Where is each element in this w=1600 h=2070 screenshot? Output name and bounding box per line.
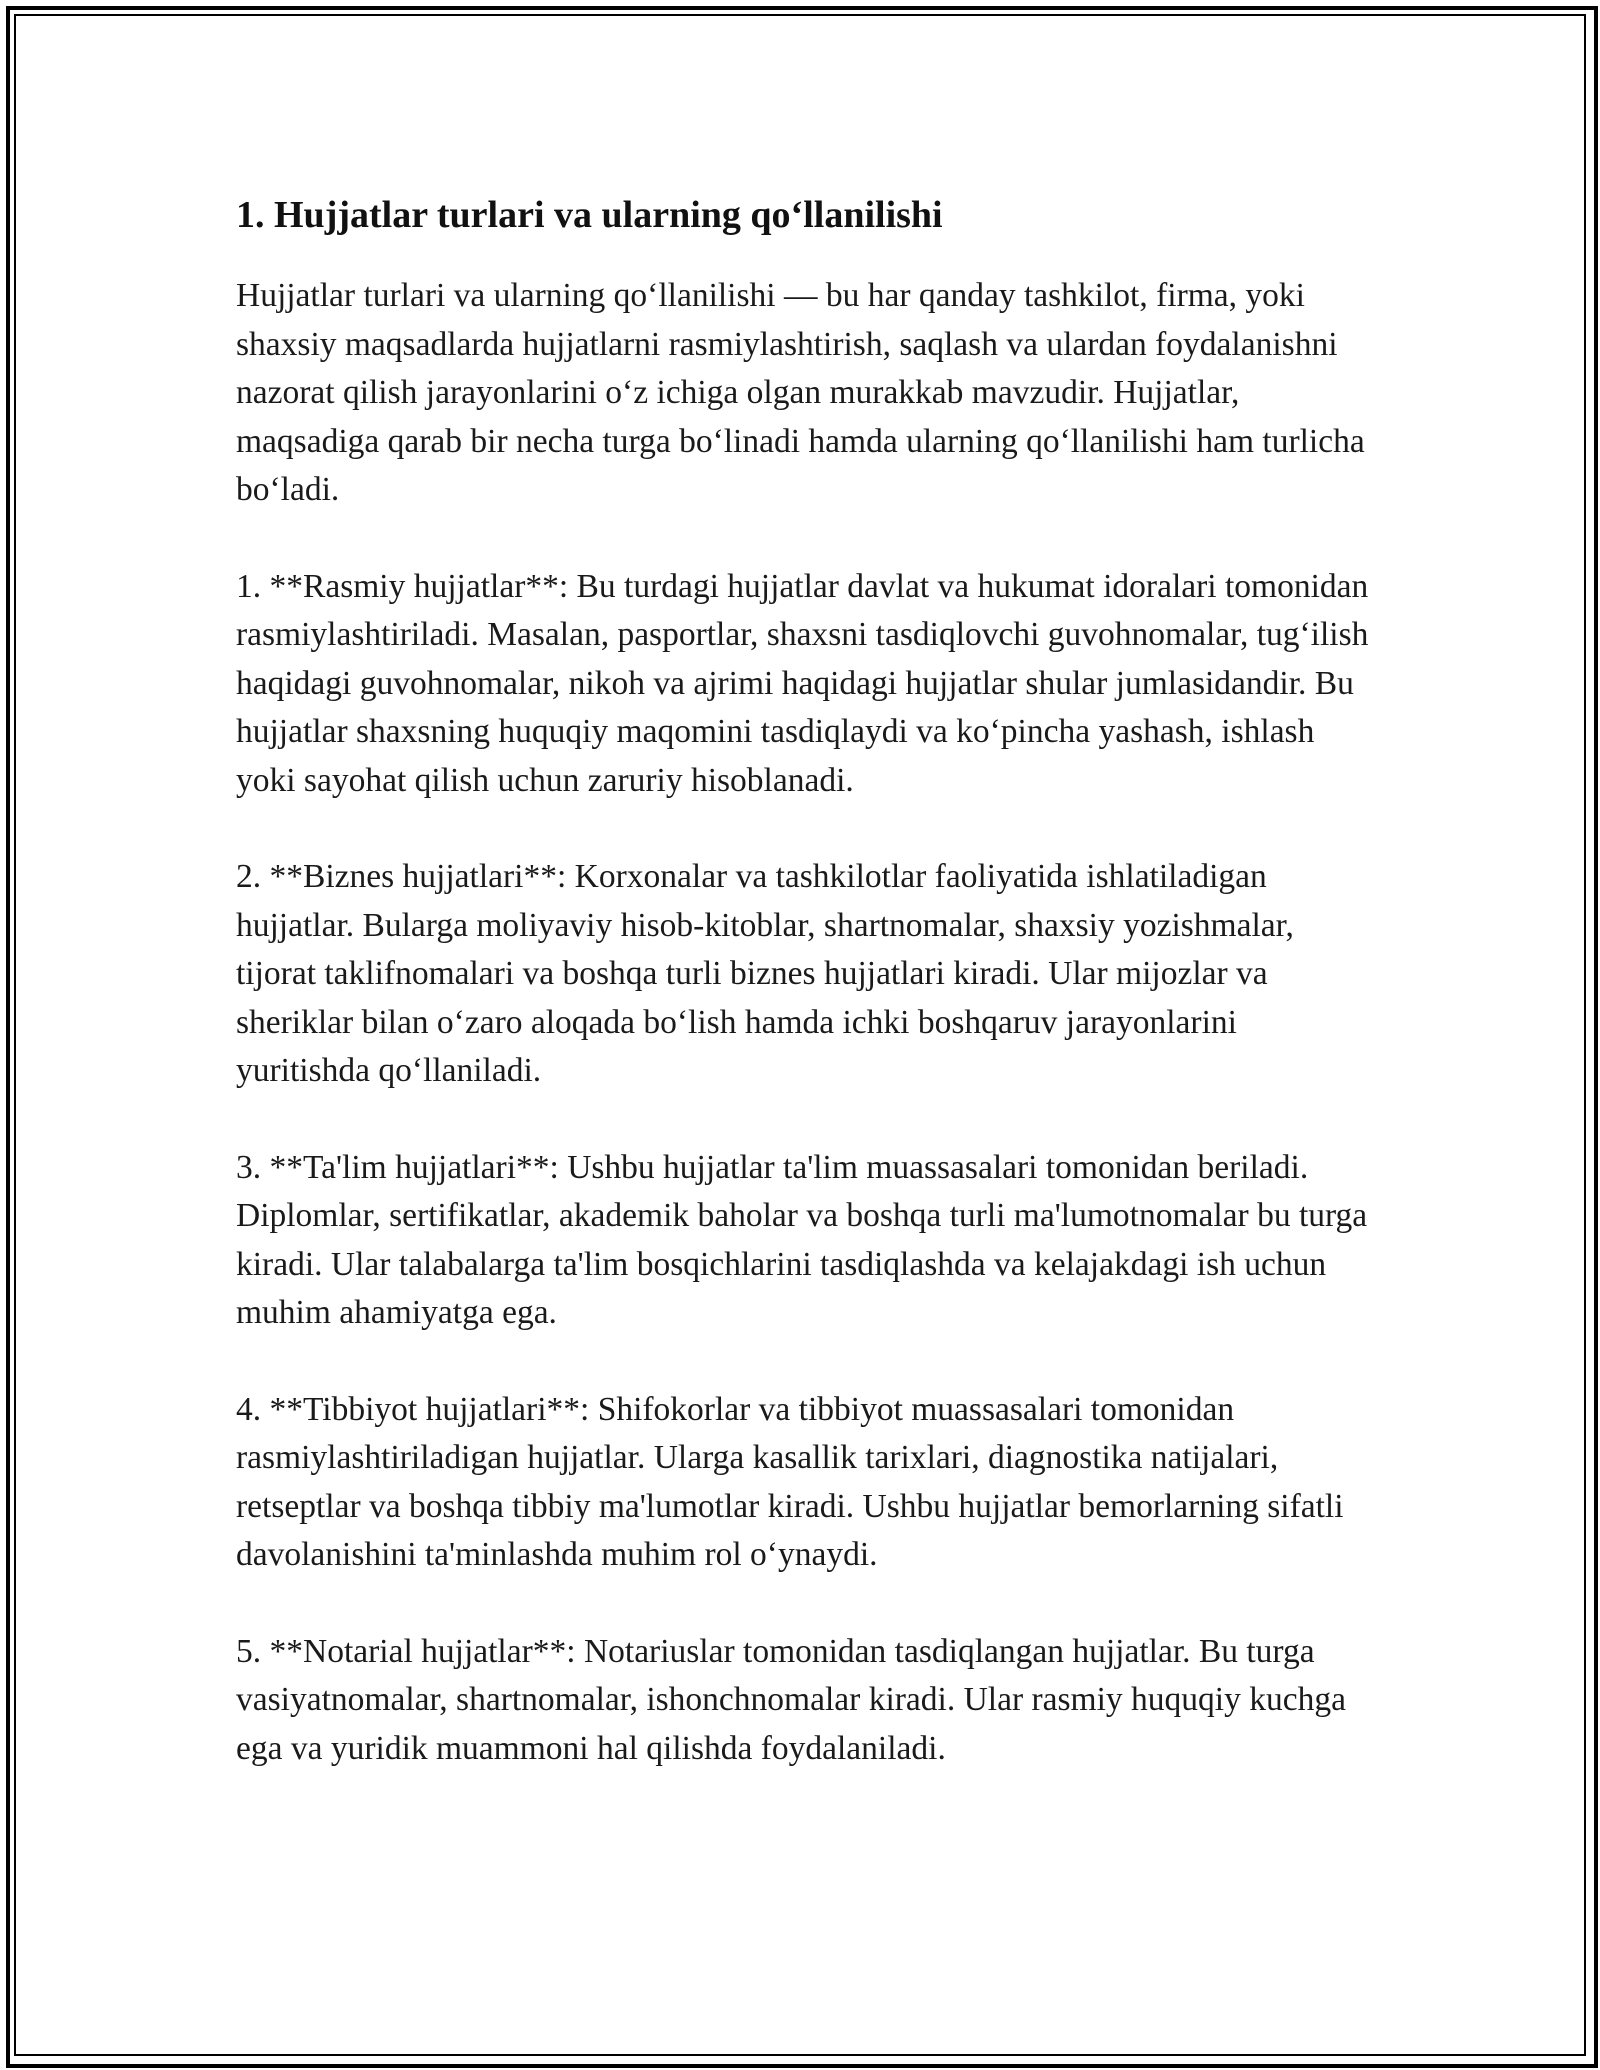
intro-paragraph: Hujjatlar turlari va ularning qo‘llanilishi — bu har qanday tashkilot, firma, yoki shaxsiy maqsadlarda hujjatlarni rasmiylashtirish, saqlash va ulardan foydalanishni nazorat qilish jarayonlarini o‘z ichiga olgan murakkab mavzudir. Hujjatlar, maqsadiga qarab bir necha turga bo‘linadi hamda ularning qo‘llanilishi ham turlicha bo‘ladi. (236, 277, 1365, 508)
paragraph-official-documents: 1. **Rasmiy hujjatlar**: Bu turdagi hujjatlar davlat va hukumat idoralari tomonidan rasmiylashtiriladi. Masalan, pasportlar, shaxsni tasdiqlovchi guvohnomalar, tug‘ilish haqidagi guvohnomalar, nikoh va ajrimi haqidagi hujjatlar shular jumlasidandir. Bu hujjatlar shaxsning huquqiy maqomini tasdiqlaydi va ko‘pincha yashash, ishlash yoki sayohat qilish uchun zaruriy hisoblanadi. (236, 567, 1369, 799)
paragraph-business-documents: 2. **Biznes hujjatlari**: Korxonalar va tashkilotlar faoliyatida ishlatiladigan hujjatlar. Bularga moliyaviy hisob-kitoblar, shartnomalar, shaxsiy yozishmalar, tijorat taklifnomalari va boshqa turli biznes hujjatlari kiradi. Ular mijozlar va sheriklar bilan o‘zaro aloqada bo‘lish hamda ichki boshqaruv jarayonlarini yuritishda qo‘llaniladi. (236, 858, 1294, 1089)
document-title: 1. Hujjatlar turlari va ularning qo‘llanilishi (236, 194, 943, 236)
paragraph-notarial-documents: 5. **Notarial hujjatlar**: Notariuslar tomonidan tasdiqlangan hujjatlar. Bu turga vasiyatnomalar, shartnomalar, ishonchnomalar kiradi. Ular rasmiy huquqiy kuchga ega va yuridik muammoni hal qilishda foydalaniladi. (236, 1632, 1346, 1767)
paragraph-medical-documents: 4. **Tibbiyot hujjatlari**: Shifokorlar va tibbiyot muassasalari tomonidan rasmiylashtiriladigan hujjatlar. Ularga kasallik tarixlari, diagnostika natijalari, retseptlar va boshqa tibbiy ma'lumotlar kiradi. Ushbu hujjatlar bemorlarning sifatli davolanishini ta'minlashda muhim rol o‘ynaydi. (236, 1390, 1344, 1573)
paragraph-education-documents: 3. **Ta'lim hujjatlari**: Ushbu hujjatlar ta'lim muassasalari tomonidan beriladi. Diplomlar, sertifikatlar, akademik baholar va boshqa turli ma'lumotnomalar bu turga kiradi. Ular talabalarga ta'lim bosqichlarini tasdiqlashda va kelajakdagi ish uchun muhim ahamiyatga ega. (236, 1148, 1368, 1331)
document-body (236, 188, 1376, 1821)
